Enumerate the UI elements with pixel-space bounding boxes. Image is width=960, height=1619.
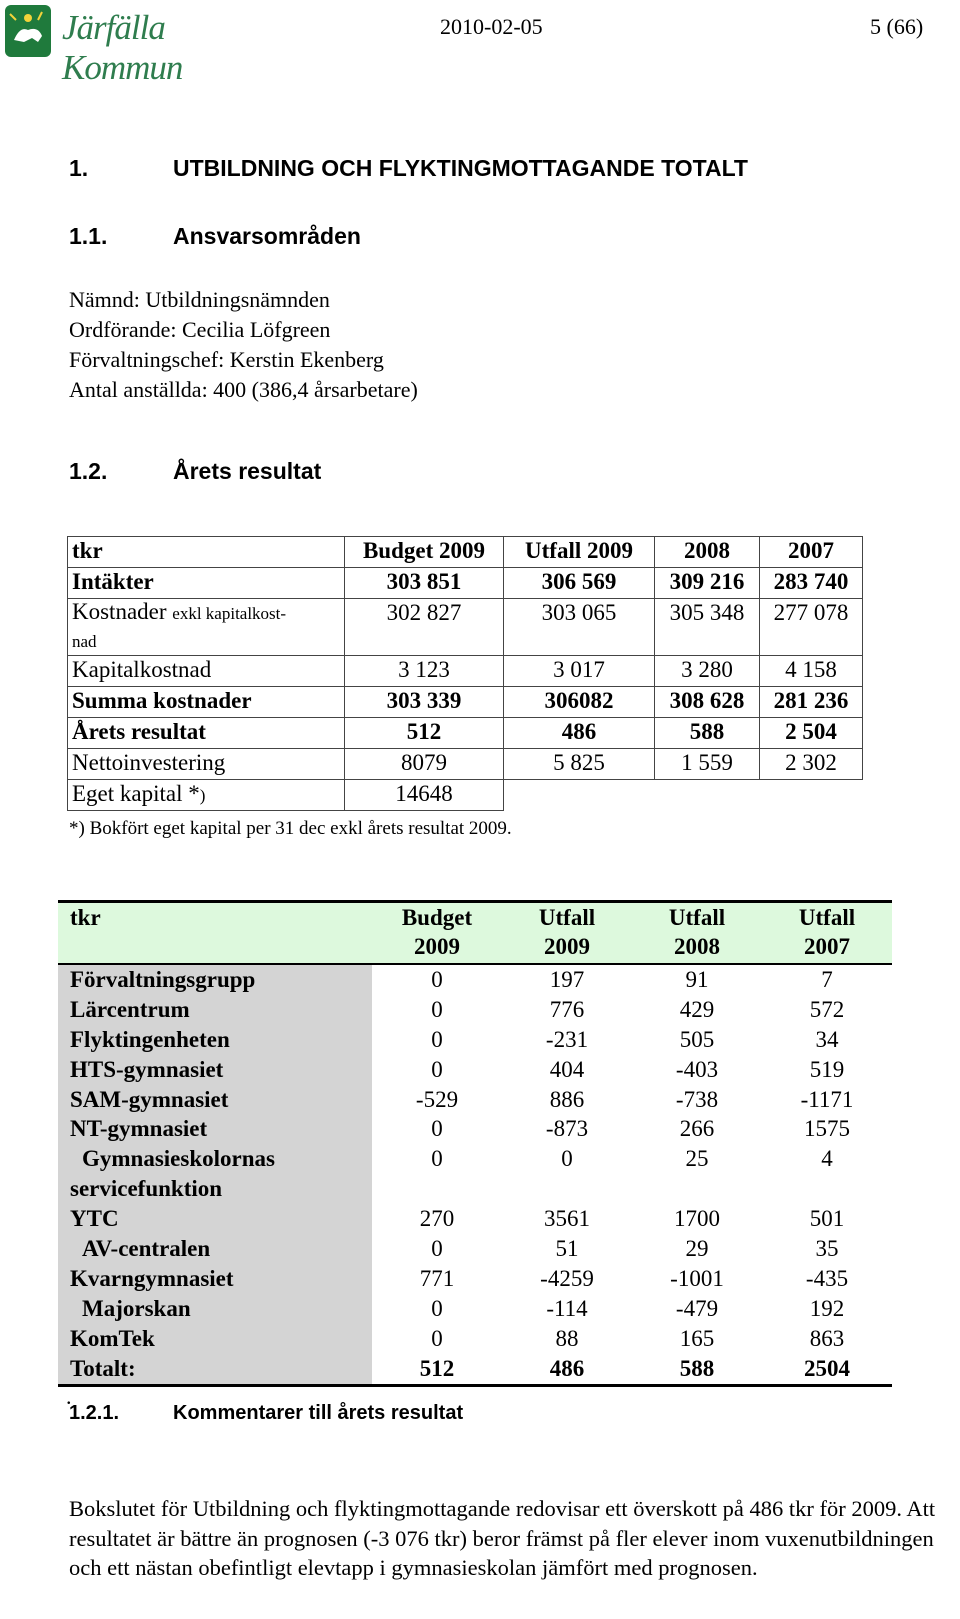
header-cell: tkr (70, 905, 101, 930)
cell: 302 827 (345, 599, 504, 656)
table-row (68, 656, 863, 687)
comment-paragraph: Bokslutet för Utbildning och flyktingmottagande redovisar ett överskott på 486 tkr för 2009. Att resultatet är bättre än prognosen (-3 076 tkr) beror främst på fler elever inom vuxenutbildningen och ett nästan obefintligt elevtapp i gymnasieskolan jämfört med prognosen. (69, 1496, 936, 1580)
row-label: Intäkter (68, 568, 345, 599)
header-line: 2008 (674, 934, 720, 959)
table-row (58, 1025, 892, 1055)
cell: -873 (545, 1116, 589, 1142)
cell: -1001 (670, 1266, 724, 1292)
cell: 1700 (674, 1206, 720, 1232)
cell: 303 065 (504, 599, 655, 656)
info-line: Förvaltningschef: Kerstin Ekenberg (69, 347, 384, 372)
table-row (68, 599, 863, 656)
cell: 303 851 (345, 568, 504, 599)
cell: 14648 (345, 780, 504, 811)
header-cell: 2008 (655, 537, 760, 568)
cell: 486 (504, 718, 655, 749)
row-label-line: Gymnasieskolornas (82, 1146, 275, 1172)
cell: 4 (821, 1146, 833, 1172)
info-line: Ordförande: Cecilia Löfgreen (69, 317, 331, 342)
table-row (58, 1264, 892, 1294)
table-row (68, 568, 863, 599)
cell: 281 236 (760, 687, 863, 718)
cell: 5 825 (504, 749, 655, 780)
cell: 0 (431, 1026, 443, 1052)
table-row (58, 1234, 892, 1264)
cell: 486 (549, 1355, 585, 1381)
cell: 512 (345, 718, 504, 749)
row-label: Flyktingenheten (58, 1025, 372, 1055)
row-label-note-cont: nad (72, 632, 97, 651)
cell: 266 (679, 1116, 715, 1142)
cell: 3 123 (345, 656, 504, 687)
cell: 505 (679, 1026, 715, 1052)
row-label: HTS-gymnasiet (58, 1055, 372, 1085)
unit-results-table (58, 900, 892, 1387)
header-line: Utfall (668, 905, 726, 930)
table-row (68, 780, 863, 811)
row-label: Årets resultat (68, 718, 345, 749)
header-cell (632, 903, 762, 963)
cell: 309 216 (655, 568, 760, 599)
cell: 0 (431, 1325, 443, 1351)
row-label-main: Kostnader (72, 599, 167, 624)
info-line: Antal anställda: 400 (386,4 årsarbetare) (69, 377, 418, 402)
cell: 2504 (804, 1355, 850, 1381)
cell: 0 (431, 1146, 443, 1172)
cell: 3561 (544, 1206, 590, 1232)
cell: 0 (431, 967, 443, 992)
cell: 0 (561, 1146, 573, 1172)
cell: 305 348 (655, 599, 760, 656)
table-header-row (68, 537, 863, 568)
cell: -435 (805, 1266, 849, 1292)
row-label: SAM-gymnasiet (58, 1085, 372, 1115)
row-label-line: servicefunktion (70, 1176, 223, 1202)
cell: 776 (549, 996, 585, 1022)
cell: 0 (431, 1296, 443, 1322)
stray-period: . (66, 1384, 72, 1409)
cell: 306 569 (504, 568, 655, 599)
table-row (58, 1294, 892, 1324)
cell: 588 (679, 1355, 715, 1381)
cell: 270 (419, 1206, 455, 1232)
section-1-2-title: Årets resultat (173, 458, 322, 484)
row-label: KomTek (58, 1324, 372, 1354)
section-1-number: 1. (69, 155, 89, 181)
table-bottom-rule (58, 1384, 892, 1387)
section-1-2-1-number: 1.2.1. (69, 1402, 120, 1424)
cell: 7 (821, 967, 833, 992)
table-row (58, 1085, 892, 1115)
cell: 2 302 (760, 749, 863, 780)
cell: 771 (419, 1266, 455, 1292)
cell: 0 (431, 996, 443, 1022)
cell: 863 (809, 1325, 845, 1351)
cell: 34 (815, 1026, 839, 1052)
header-cell (762, 903, 892, 963)
cell: 404 (549, 1056, 585, 1082)
header-cell: 2007 (760, 537, 863, 568)
row-label-main: Eget kapital * (72, 781, 200, 806)
header-line: Utfall (538, 905, 596, 930)
cell: 8079 (345, 749, 504, 780)
section-1-1-title: Ansvarsområden (173, 223, 361, 249)
cell: 1 559 (655, 749, 760, 780)
cell: 3 280 (655, 656, 760, 687)
header-cell: tkr (68, 537, 345, 568)
cell: 572 (809, 996, 845, 1022)
row-label: Nettoinvestering (68, 749, 345, 780)
table-row (58, 1204, 892, 1234)
cell: 886 (549, 1086, 585, 1112)
table-total-row (58, 1354, 892, 1384)
cell: 429 (679, 996, 715, 1022)
result-summary-table (67, 536, 863, 811)
cell: 51 (555, 1236, 579, 1262)
row-label-suffix: ) (199, 786, 206, 805)
cell: 197 (549, 967, 585, 992)
cell: 4 158 (760, 656, 863, 687)
row-label: Summa kostnader (68, 687, 345, 718)
row-label: NT-gymnasiet (58, 1114, 372, 1144)
cell: 1575 (804, 1116, 850, 1142)
table-row (68, 749, 863, 780)
header-line: Budget (401, 905, 473, 930)
cell: 303 339 (345, 687, 504, 718)
section-1-2-1-title: Kommentarer till årets resultat (173, 1402, 464, 1424)
header-cell (502, 903, 632, 963)
cell: -479 (675, 1296, 719, 1322)
table-row (68, 687, 863, 718)
cell: 25 (685, 1146, 709, 1172)
table-row (58, 1324, 892, 1354)
municipality-logo (2, 2, 292, 87)
header-line: 2009 (544, 934, 590, 959)
row-label (68, 599, 345, 656)
cell: 277 078 (760, 599, 863, 656)
header-line: Utfall (798, 905, 856, 930)
row-label (58, 1294, 372, 1324)
cell: 88 (555, 1325, 579, 1351)
cell: 192 (809, 1296, 845, 1322)
row-label: Totalt: (58, 1354, 372, 1384)
header-line: 2007 (804, 934, 850, 959)
cell: 0 (431, 1236, 443, 1262)
cell: 35 (815, 1236, 839, 1262)
cell: 165 (679, 1325, 715, 1351)
cell: -738 (675, 1086, 719, 1112)
header-line: 2009 (414, 934, 460, 959)
row-label (68, 780, 345, 811)
cell: -114 (546, 1296, 588, 1322)
header-cell (372, 903, 502, 963)
section-1-1-number: 1.1. (69, 223, 108, 249)
cell: 0 (431, 1116, 443, 1142)
cell: 29 (685, 1236, 709, 1262)
cell: -1171 (800, 1086, 854, 1112)
cell: 2 504 (760, 718, 863, 749)
cell: -529 (415, 1086, 459, 1112)
empty-cell (760, 780, 863, 811)
cell: -4259 (540, 1266, 594, 1292)
cell: 501 (809, 1206, 845, 1232)
logo-wordmark: Järfälla Kommun (62, 8, 183, 87)
row-label-text: AV-centralen (82, 1236, 211, 1262)
row-label: Lärcentrum (58, 995, 372, 1025)
table-row (58, 1055, 892, 1085)
row-label-note: exkl kapitalkost- (172, 604, 287, 623)
cell: 519 (809, 1056, 845, 1082)
table-row (68, 718, 863, 749)
info-line: Nämnd: Utbildningsnämnden (69, 287, 330, 312)
table-row (58, 965, 892, 995)
cell: 91 (685, 967, 709, 992)
cell: 512 (419, 1355, 455, 1381)
row-label (58, 1144, 372, 1204)
row-label (58, 1234, 372, 1264)
row-label-text: Majorskan (82, 1296, 191, 1322)
row-label: Kapitalkostnad (68, 656, 345, 687)
table-row (58, 1114, 892, 1144)
cell: -403 (675, 1056, 719, 1082)
cell: 0 (431, 1056, 443, 1082)
table-footnote: *) Bokfört eget kapital per 31 dec exkl årets resultat 2009. (69, 818, 512, 839)
cell: -231 (545, 1026, 589, 1052)
empty-cell (504, 780, 655, 811)
section-1-2-number: 1.2. (69, 458, 108, 484)
organization-info (69, 285, 418, 405)
header-cell: Budget 2009 (345, 537, 504, 568)
cell: 283 740 (760, 568, 863, 599)
row-label: Förvaltningsgrupp (58, 965, 372, 995)
row-label: YTC (58, 1204, 372, 1234)
table-row (58, 995, 892, 1025)
header-cell: Utfall 2009 (504, 537, 655, 568)
cell: 3 017 (504, 656, 655, 687)
cell: 306082 (504, 687, 655, 718)
table-header-row (58, 903, 892, 965)
cell: 308 628 (655, 687, 760, 718)
section-1-title: UTBILDNING OCH FLYKTINGMOTTAGANDE TOTALT (173, 155, 748, 181)
page-number: 5 (66) (870, 14, 924, 39)
table-row (58, 1144, 892, 1204)
cell: 588 (655, 718, 760, 749)
document-date: 2010-02-05 (440, 14, 543, 39)
empty-cell (655, 780, 760, 811)
row-label: Kvarngymnasiet (58, 1264, 372, 1294)
